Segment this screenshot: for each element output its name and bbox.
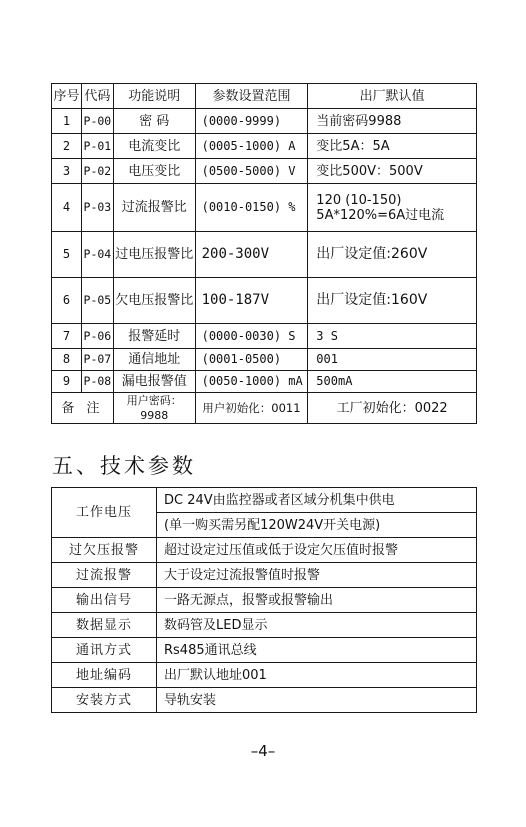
table-row: [52, 184, 477, 232]
row-code: P-08: [81, 371, 113, 393]
row-function: 过电压报警比: [113, 232, 195, 278]
spec-row: [52, 613, 477, 638]
row-range: 200-300V: [195, 232, 308, 278]
row-code: P-04: [81, 232, 113, 278]
row-range: (0001-0500): [195, 349, 308, 371]
row-function: 电流变比: [113, 134, 195, 159]
spec-value: (单一购买需另配120W24V开关电源): [157, 513, 477, 538]
row-function: 密 码: [113, 109, 195, 134]
spec-value: 一路无源点，报警或报警输出: [157, 588, 477, 613]
remark-row: [52, 393, 477, 424]
spec-label: 过欠压报警: [52, 538, 157, 563]
header-range: 参数设置范围: [195, 84, 308, 109]
row-code: P-01: [81, 134, 113, 159]
row-no: 3: [52, 159, 82, 184]
spec-value: 出厂默认地址001: [157, 663, 477, 688]
row-code: P-03: [81, 184, 113, 232]
default-line: 120 (10-150): [316, 192, 402, 208]
spec-row: [52, 638, 477, 663]
row-default: 出厂设定值:160V: [308, 278, 477, 324]
parameter-table: [51, 83, 477, 424]
row-no: 6: [52, 278, 82, 324]
table-row: [52, 109, 477, 134]
table-row: [52, 371, 477, 393]
parameter-table-header: [52, 84, 477, 109]
row-range: (0000-9999): [195, 109, 308, 134]
row-default: 变比500V：500V: [308, 159, 477, 184]
row-no: 4: [52, 184, 82, 232]
table-row: [52, 324, 477, 349]
row-function: 电压变比: [113, 159, 195, 184]
row-code: P-07: [81, 349, 113, 371]
default-line: 5A*120%=6A过电流: [316, 207, 445, 223]
spec-value: 大于设定过流报警值时报警: [157, 563, 477, 588]
spec-row: [52, 688, 477, 713]
spec-value: 数码管及LED显示: [157, 613, 477, 638]
row-range: (0050-1000) mA: [195, 371, 308, 393]
row-default: 3 S: [308, 324, 477, 349]
spec-row: [52, 563, 477, 588]
section-title: 五、技术参数: [52, 454, 196, 478]
row-range: (0500-5000) V: [195, 159, 308, 184]
row-range: 100-187V: [195, 278, 308, 324]
remark-label: 备 注: [52, 393, 114, 424]
spec-label: 通讯方式: [52, 638, 157, 663]
row-default: 出厂设定值:260V: [308, 232, 477, 278]
row-code: P-02: [81, 159, 113, 184]
header-code: 代码: [81, 84, 113, 109]
spec-table: [51, 487, 477, 713]
row-function: 报警延时: [113, 324, 195, 349]
row-range: (0005-1000) A: [195, 134, 308, 159]
row-code: P-05: [81, 278, 113, 324]
row-code: P-00: [81, 109, 113, 134]
row-range: (0010-0150) %: [195, 184, 308, 232]
row-no: 2: [52, 134, 82, 159]
row-default: 500mA: [308, 371, 477, 393]
table-row: [52, 134, 477, 159]
page-number: –4–: [250, 742, 276, 760]
remark-factory-init: 工厂初始化：0022: [308, 393, 477, 424]
row-no: 7: [52, 324, 82, 349]
spec-label: 地址编码: [52, 663, 157, 688]
spec-row: [52, 663, 477, 688]
spec-value: DC 24V由监控器或者区域分机集中供电: [157, 488, 477, 513]
spec-row: [52, 538, 477, 563]
spec-label: 数据显示: [52, 613, 157, 638]
row-code: P-06: [81, 324, 113, 349]
table-row: [52, 278, 477, 324]
spec-value: 超过设定过压值或低于设定欠压值时报警: [157, 538, 477, 563]
spec-label: 工作电压: [52, 488, 157, 538]
remark-user-init: 用户初始化：0011: [195, 393, 308, 424]
row-function: 过流报警比: [113, 184, 195, 232]
header-function: 功能说明: [113, 84, 195, 109]
remark-user-password: 用户密码：9988: [113, 393, 195, 424]
header-default: 出厂默认值: [308, 84, 477, 109]
table-row: [52, 232, 477, 278]
row-default: 变比5A：5A: [308, 134, 477, 159]
header-no: 序号: [52, 84, 82, 109]
row-no: 1: [52, 109, 82, 134]
row-function: 通信地址: [113, 349, 195, 371]
row-function: 欠电压报警比: [113, 278, 195, 324]
row-function: 漏电报警值: [113, 371, 195, 393]
spec-label: 过流报警: [52, 563, 157, 588]
row-default: [308, 184, 477, 232]
spec-value: Rs485通讯总线: [157, 638, 477, 663]
spec-row: [52, 588, 477, 613]
table-row: [52, 349, 477, 371]
row-no: 9: [52, 371, 82, 393]
table-row: [52, 159, 477, 184]
row-no: 5: [52, 232, 82, 278]
row-default: 当前密码9988: [308, 109, 477, 134]
row-range: (0000-0030) S: [195, 324, 308, 349]
row-default: 001: [308, 349, 477, 371]
spec-value: 导轨安装: [157, 688, 477, 713]
spec-row: [52, 488, 477, 513]
row-no: 8: [52, 349, 82, 371]
spec-label: 安装方式: [52, 688, 157, 713]
spec-label: 输出信号: [52, 588, 157, 613]
